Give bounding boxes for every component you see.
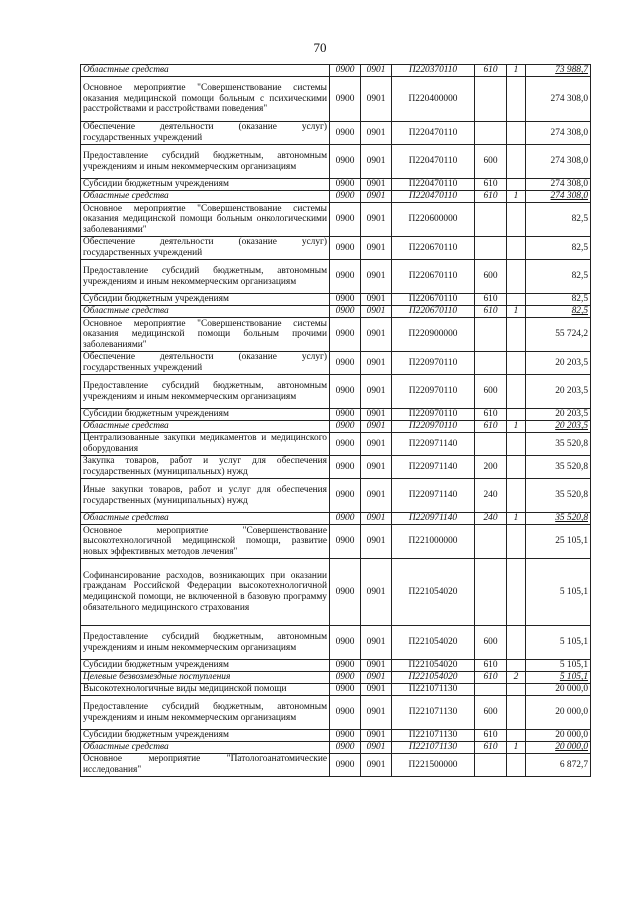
row-expense-type: 610 bbox=[475, 742, 507, 754]
table-row bbox=[81, 559, 591, 626]
row-subsection: 0901 bbox=[361, 122, 392, 145]
row-amount: 82,5 bbox=[526, 306, 591, 318]
row-target-code: П220971140 bbox=[392, 479, 475, 513]
row-amount: 6 872,7 bbox=[526, 754, 591, 777]
row-section: 0900 bbox=[330, 179, 361, 191]
table-row bbox=[81, 179, 591, 191]
row-expense-type bbox=[475, 203, 507, 237]
row-amount: 274 308,0 bbox=[526, 145, 591, 179]
row-source bbox=[507, 684, 526, 696]
row-name: Основное мероприятие "Совершенствование высокотехнологичной медицинской помощи, развитие новых эффективных методов лечения" bbox=[81, 525, 330, 559]
row-subsection: 0901 bbox=[361, 479, 392, 513]
table-row bbox=[81, 191, 591, 203]
row-name: Субсидии бюджетным учреждениям bbox=[81, 179, 330, 191]
row-name: Предоставление субсидий бюджетным, автономным учреждениям и иным некоммерческим организациям bbox=[81, 145, 330, 179]
row-subsection: 0901 bbox=[361, 660, 392, 672]
table-row bbox=[81, 145, 591, 179]
row-amount: 274 308,0 bbox=[526, 191, 591, 203]
row-subsection: 0901 bbox=[361, 237, 392, 260]
table-row bbox=[81, 525, 591, 559]
row-expense-type bbox=[475, 318, 507, 352]
row-target-code: П221000000 bbox=[392, 525, 475, 559]
table-row bbox=[81, 626, 591, 660]
row-subsection: 0901 bbox=[361, 306, 392, 318]
row-name: Обеспечение деятельности (оказание услуг) государственных учреждений bbox=[81, 352, 330, 375]
row-section: 0900 bbox=[330, 433, 361, 456]
row-subsection: 0901 bbox=[361, 754, 392, 777]
row-target-code: П220670110 bbox=[392, 294, 475, 306]
row-amount: 274 308,0 bbox=[526, 179, 591, 191]
row-amount: 5 105,1 bbox=[526, 672, 591, 684]
row-name: Обеспечение деятельности (оказание услуг) государственных учреждений bbox=[81, 237, 330, 260]
row-section: 0900 bbox=[330, 294, 361, 306]
row-target-code: П221054020 bbox=[392, 660, 475, 672]
row-source bbox=[507, 696, 526, 730]
row-section: 0900 bbox=[330, 421, 361, 433]
row-name: Основное мероприятие "Совершенствование системы оказания медицинской помощи больным онкологическими заболеваниями" bbox=[81, 203, 330, 237]
row-name: Областные средства bbox=[81, 742, 330, 754]
row-target-code: П220670110 bbox=[392, 237, 475, 260]
table-row bbox=[81, 513, 591, 525]
row-name: Предоставление субсидий бюджетным, автономным учреждениям и иным некоммерческим организациям bbox=[81, 626, 330, 660]
table-row bbox=[81, 684, 591, 696]
row-section: 0900 bbox=[330, 684, 361, 696]
row-source bbox=[507, 626, 526, 660]
table-row bbox=[81, 754, 591, 777]
row-amount: 82,5 bbox=[526, 260, 591, 294]
row-target-code: П220970110 bbox=[392, 352, 475, 375]
row-expense-type: 610 bbox=[475, 660, 507, 672]
row-name: Софинансирование расходов, возникающих при оказании гражданам Российской Федерации высокотехнологичной медицинской помощи, не включенной в базовую программу обязательного медицинского страхования bbox=[81, 559, 330, 626]
row-amount: 5 105,1 bbox=[526, 626, 591, 660]
table-row bbox=[81, 260, 591, 294]
row-name: Областные средства bbox=[81, 421, 330, 433]
table-row bbox=[81, 672, 591, 684]
row-name: Областные средства bbox=[81, 191, 330, 203]
row-target-code: П220370110 bbox=[392, 65, 475, 77]
row-expense-type bbox=[475, 559, 507, 626]
row-name: Областные средства bbox=[81, 306, 330, 318]
row-source bbox=[507, 122, 526, 145]
row-expense-type bbox=[475, 122, 507, 145]
row-section: 0900 bbox=[330, 191, 361, 203]
table-row bbox=[81, 479, 591, 513]
row-subsection: 0901 bbox=[361, 696, 392, 730]
row-subsection: 0901 bbox=[361, 626, 392, 660]
row-name: Субсидии бюджетным учреждениям bbox=[81, 730, 330, 742]
row-source: 1 bbox=[507, 65, 526, 77]
row-source bbox=[507, 409, 526, 421]
row-section: 0900 bbox=[330, 559, 361, 626]
table-row bbox=[81, 65, 591, 77]
row-expense-type bbox=[475, 684, 507, 696]
row-expense-type bbox=[475, 754, 507, 777]
row-target-code: П221071130 bbox=[392, 684, 475, 696]
row-expense-type bbox=[475, 525, 507, 559]
row-expense-type: 600 bbox=[475, 626, 507, 660]
row-expense-type: 610 bbox=[475, 409, 507, 421]
row-subsection: 0901 bbox=[361, 672, 392, 684]
row-amount: 20 203,5 bbox=[526, 421, 591, 433]
row-section: 0900 bbox=[330, 260, 361, 294]
row-section: 0900 bbox=[330, 145, 361, 179]
row-section: 0900 bbox=[330, 479, 361, 513]
table-row bbox=[81, 409, 591, 421]
row-section: 0900 bbox=[330, 742, 361, 754]
row-expense-type: 600 bbox=[475, 696, 507, 730]
row-subsection: 0901 bbox=[361, 742, 392, 754]
row-target-code: П221071130 bbox=[392, 730, 475, 742]
table-row bbox=[81, 730, 591, 742]
row-section: 0900 bbox=[330, 696, 361, 730]
row-target-code: П220470110 bbox=[392, 179, 475, 191]
row-expense-type: 240 bbox=[475, 513, 507, 525]
table-row bbox=[81, 122, 591, 145]
row-target-code: П220900000 bbox=[392, 318, 475, 352]
table-row bbox=[81, 306, 591, 318]
row-target-code: П221071130 bbox=[392, 742, 475, 754]
row-name: Предоставление субсидий бюджетным, автономным учреждениям и иным некоммерческим организациям bbox=[81, 375, 330, 409]
row-subsection: 0901 bbox=[361, 179, 392, 191]
row-expense-type: 610 bbox=[475, 672, 507, 684]
row-target-code: П220971140 bbox=[392, 456, 475, 479]
row-amount: 274 308,0 bbox=[526, 122, 591, 145]
row-amount: 35 520,8 bbox=[526, 433, 591, 456]
table-row bbox=[81, 318, 591, 352]
row-name: Субсидии бюджетным учреждениям bbox=[81, 660, 330, 672]
row-expense-type: 600 bbox=[475, 145, 507, 179]
table-row bbox=[81, 237, 591, 260]
table-row bbox=[81, 294, 591, 306]
row-source bbox=[507, 318, 526, 352]
row-name: Субсидии бюджетным учреждениям bbox=[81, 294, 330, 306]
row-source bbox=[507, 433, 526, 456]
row-source: 2 bbox=[507, 672, 526, 684]
row-section: 0900 bbox=[330, 626, 361, 660]
row-amount: 35 520,8 bbox=[526, 513, 591, 525]
row-name: Централизованные закупки медикаментов и медицинского оборудования bbox=[81, 433, 330, 456]
row-section: 0900 bbox=[330, 660, 361, 672]
row-target-code: П221071130 bbox=[392, 696, 475, 730]
table-row bbox=[81, 203, 591, 237]
row-name: Основное мероприятие "Патологоанатомические исследования" bbox=[81, 754, 330, 777]
row-expense-type bbox=[475, 433, 507, 456]
row-subsection: 0901 bbox=[361, 684, 392, 696]
table-row bbox=[81, 421, 591, 433]
row-source bbox=[507, 525, 526, 559]
table-row bbox=[81, 433, 591, 456]
row-amount: 82,5 bbox=[526, 237, 591, 260]
row-target-code: П220971140 bbox=[392, 513, 475, 525]
row-subsection: 0901 bbox=[361, 559, 392, 626]
row-expense-type: 600 bbox=[475, 375, 507, 409]
row-expense-type: 240 bbox=[475, 479, 507, 513]
row-subsection: 0901 bbox=[361, 294, 392, 306]
row-section: 0900 bbox=[330, 122, 361, 145]
row-expense-type: 600 bbox=[475, 260, 507, 294]
row-target-code: П220470110 bbox=[392, 122, 475, 145]
row-target-code: П220970110 bbox=[392, 375, 475, 409]
row-target-code: П220600000 bbox=[392, 203, 475, 237]
row-name: Предоставление субсидий бюджетным, автономным учреждениям и иным некоммерческим организациям bbox=[81, 260, 330, 294]
row-subsection: 0901 bbox=[361, 260, 392, 294]
row-name: Высокотехнологичные виды медицинской помощи bbox=[81, 684, 330, 696]
row-source bbox=[507, 145, 526, 179]
row-expense-type: 610 bbox=[475, 65, 507, 77]
row-source bbox=[507, 754, 526, 777]
row-amount: 82,5 bbox=[526, 203, 591, 237]
row-source bbox=[507, 179, 526, 191]
row-amount: 20 000,0 bbox=[526, 730, 591, 742]
row-section: 0900 bbox=[330, 456, 361, 479]
row-source bbox=[507, 375, 526, 409]
row-amount: 20 000,0 bbox=[526, 684, 591, 696]
row-name: Основное мероприятие "Совершенствование системы оказания медицинской помощи больным с психическими расстройствами и расстройствами поведения" bbox=[81, 77, 330, 122]
row-name: Обеспечение деятельности (оказание услуг) государственных учреждений bbox=[81, 122, 330, 145]
row-target-code: П220971140 bbox=[392, 433, 475, 456]
row-section: 0900 bbox=[330, 237, 361, 260]
row-source bbox=[507, 237, 526, 260]
row-amount: 20 000,0 bbox=[526, 742, 591, 754]
row-source: 1 bbox=[507, 421, 526, 433]
row-subsection: 0901 bbox=[361, 513, 392, 525]
row-expense-type: 610 bbox=[475, 730, 507, 742]
row-subsection: 0901 bbox=[361, 375, 392, 409]
row-subsection: 0901 bbox=[361, 421, 392, 433]
row-source bbox=[507, 559, 526, 626]
row-amount: 20 203,5 bbox=[526, 352, 591, 375]
row-source: 1 bbox=[507, 191, 526, 203]
budget-table-body bbox=[81, 65, 591, 777]
row-subsection: 0901 bbox=[361, 352, 392, 375]
row-source: 1 bbox=[507, 742, 526, 754]
table-row bbox=[81, 456, 591, 479]
row-expense-type bbox=[475, 352, 507, 375]
row-target-code: П220970110 bbox=[392, 409, 475, 421]
table-row bbox=[81, 352, 591, 375]
row-amount: 73 988,7 bbox=[526, 65, 591, 77]
row-expense-type: 610 bbox=[475, 294, 507, 306]
row-name: Целевые безвозмездные поступления bbox=[81, 672, 330, 684]
row-subsection: 0901 bbox=[361, 203, 392, 237]
row-target-code: П221054020 bbox=[392, 626, 475, 660]
row-target-code: П220470110 bbox=[392, 145, 475, 179]
row-name: Основное мероприятие "Совершенствование системы оказания медицинской помощи больным прочими заболеваниями" bbox=[81, 318, 330, 352]
row-name: Областные средства bbox=[81, 65, 330, 77]
row-subsection: 0901 bbox=[361, 525, 392, 559]
table-row bbox=[81, 375, 591, 409]
row-source: 1 bbox=[507, 306, 526, 318]
row-source bbox=[507, 260, 526, 294]
row-name: Предоставление субсидий бюджетным, автономным учреждениям и иным некоммерческим организациям bbox=[81, 696, 330, 730]
row-section: 0900 bbox=[330, 513, 361, 525]
row-expense-type bbox=[475, 237, 507, 260]
row-source bbox=[507, 730, 526, 742]
row-amount: 25 105,1 bbox=[526, 525, 591, 559]
row-section: 0900 bbox=[330, 525, 361, 559]
row-name: Областные средства bbox=[81, 513, 330, 525]
row-target-code: П220670110 bbox=[392, 306, 475, 318]
row-subsection: 0901 bbox=[361, 456, 392, 479]
row-target-code: П221500000 bbox=[392, 754, 475, 777]
row-source bbox=[507, 203, 526, 237]
row-source bbox=[507, 479, 526, 513]
table-row bbox=[81, 696, 591, 730]
row-name: Иные закупки товаров, работ и услуг для обеспечения государственных (муниципальных) нужд bbox=[81, 479, 330, 513]
row-expense-type: 200 bbox=[475, 456, 507, 479]
row-amount: 274 308,0 bbox=[526, 77, 591, 122]
table-row bbox=[81, 660, 591, 672]
row-name: Закупка товаров, работ и услуг для обеспечения государственных (муниципальных) нужд bbox=[81, 456, 330, 479]
row-amount: 20 000,0 bbox=[526, 696, 591, 730]
table-row bbox=[81, 77, 591, 122]
row-subsection: 0901 bbox=[361, 65, 392, 77]
row-target-code: П221054020 bbox=[392, 559, 475, 626]
budget-table bbox=[80, 64, 591, 777]
row-amount: 20 203,5 bbox=[526, 409, 591, 421]
row-expense-type: 610 bbox=[475, 179, 507, 191]
row-amount: 5 105,1 bbox=[526, 660, 591, 672]
row-subsection: 0901 bbox=[361, 433, 392, 456]
row-source: 1 bbox=[507, 513, 526, 525]
row-amount: 55 724,2 bbox=[526, 318, 591, 352]
row-section: 0900 bbox=[330, 730, 361, 742]
row-amount: 35 520,8 bbox=[526, 456, 591, 479]
row-section: 0900 bbox=[330, 65, 361, 77]
row-section: 0900 bbox=[330, 203, 361, 237]
row-section: 0900 bbox=[330, 306, 361, 318]
row-amount: 5 105,1 bbox=[526, 559, 591, 626]
row-expense-type: 610 bbox=[475, 191, 507, 203]
row-source bbox=[507, 660, 526, 672]
row-section: 0900 bbox=[330, 754, 361, 777]
row-source bbox=[507, 77, 526, 122]
row-subsection: 0901 bbox=[361, 191, 392, 203]
row-subsection: 0901 bbox=[361, 730, 392, 742]
row-subsection: 0901 bbox=[361, 77, 392, 122]
row-expense-type: 610 bbox=[475, 306, 507, 318]
row-expense-type bbox=[475, 77, 507, 122]
table-row bbox=[81, 742, 591, 754]
row-subsection: 0901 bbox=[361, 318, 392, 352]
row-section: 0900 bbox=[330, 672, 361, 684]
row-section: 0900 bbox=[330, 409, 361, 421]
row-amount: 20 203,5 bbox=[526, 375, 591, 409]
row-section: 0900 bbox=[330, 77, 361, 122]
row-target-code: П220470110 bbox=[392, 191, 475, 203]
page-number: 70 bbox=[313, 40, 327, 55]
row-target-code: П220400000 bbox=[392, 77, 475, 122]
row-source bbox=[507, 352, 526, 375]
row-target-code: П221054020 bbox=[392, 672, 475, 684]
row-subsection: 0901 bbox=[361, 409, 392, 421]
row-source bbox=[507, 456, 526, 479]
row-name: Субсидии бюджетным учреждениям bbox=[81, 409, 330, 421]
row-source bbox=[507, 294, 526, 306]
row-expense-type: 610 bbox=[475, 421, 507, 433]
row-amount: 35 520,8 bbox=[526, 479, 591, 513]
row-amount: 82,5 bbox=[526, 294, 591, 306]
row-section: 0900 bbox=[330, 352, 361, 375]
row-section: 0900 bbox=[330, 318, 361, 352]
row-target-code: П220970110 bbox=[392, 421, 475, 433]
row-subsection: 0901 bbox=[361, 145, 392, 179]
row-target-code: П220670110 bbox=[392, 260, 475, 294]
row-section: 0900 bbox=[330, 375, 361, 409]
